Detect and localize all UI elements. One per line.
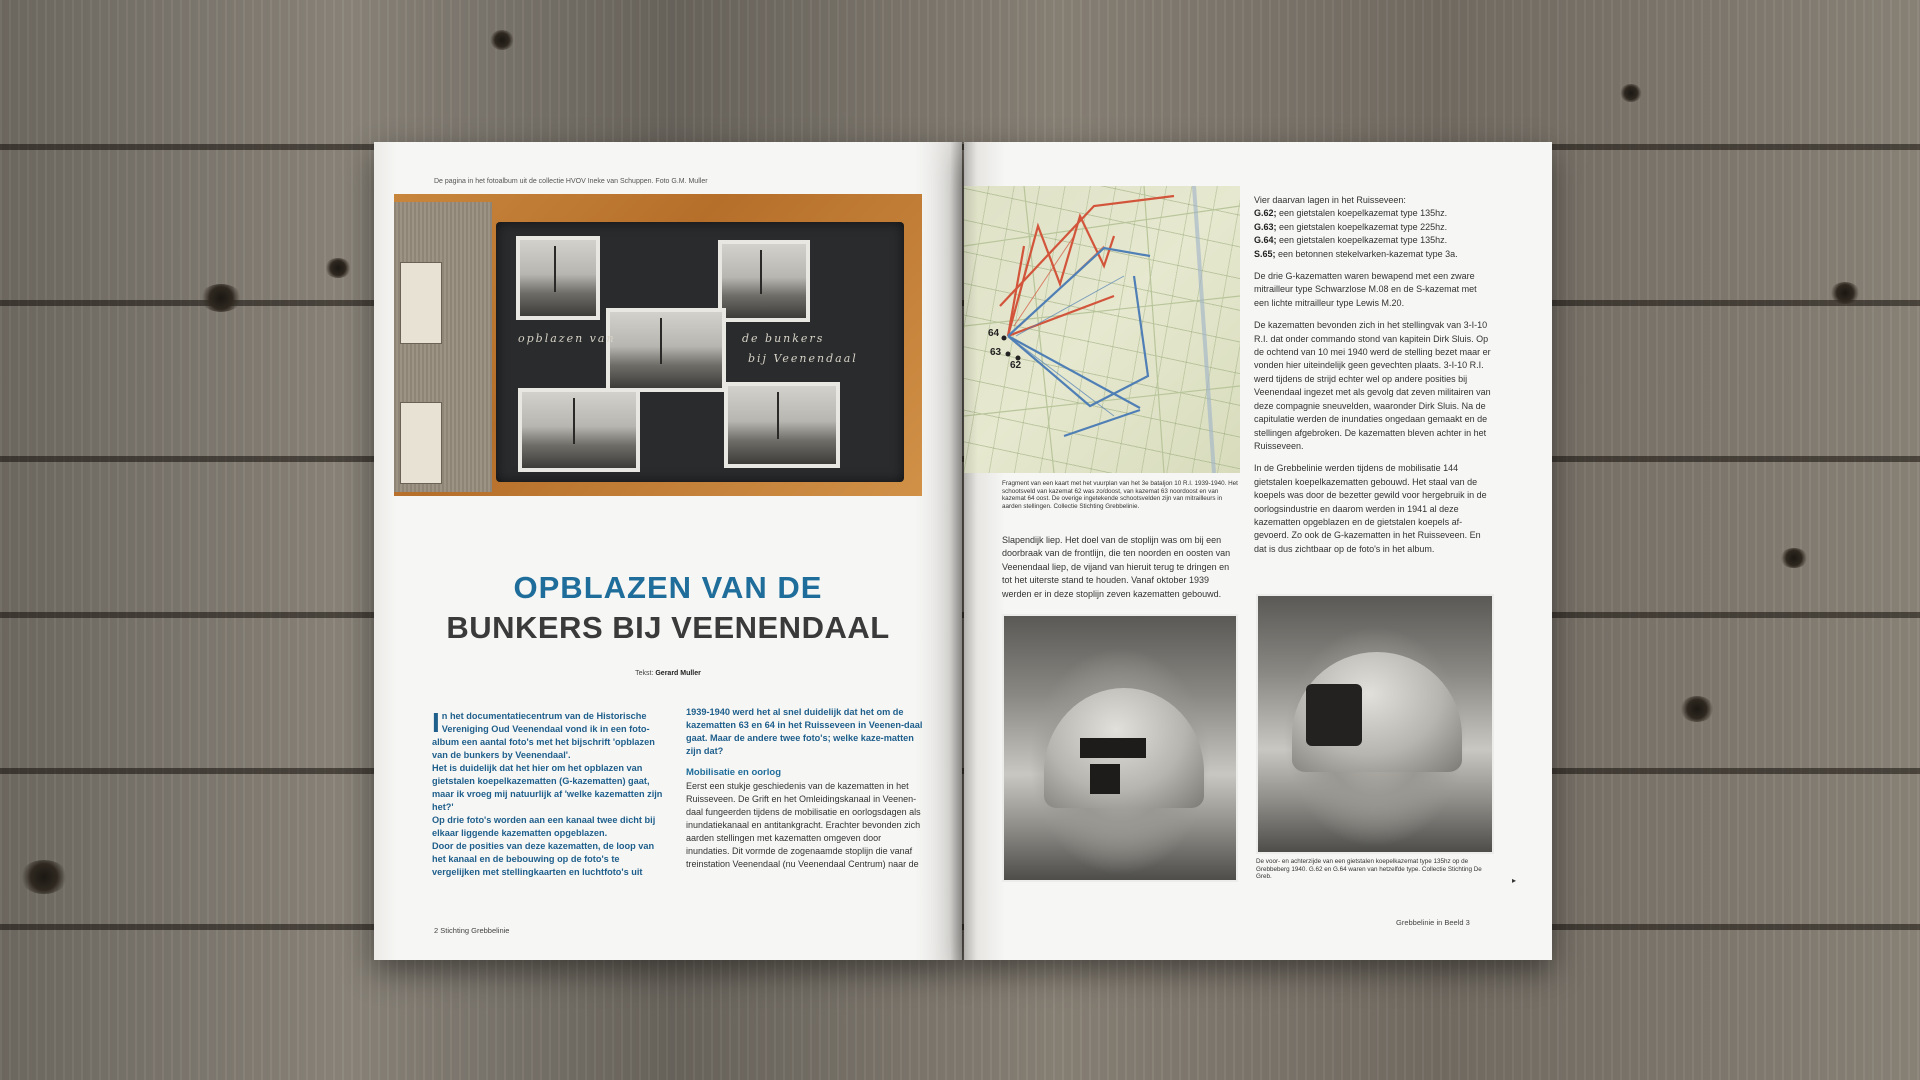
right-page-footer [1396, 918, 1470, 927]
wood-knot [490, 30, 514, 50]
album-photo [394, 194, 922, 496]
right-page [964, 142, 1552, 960]
article-title-line2: BUNKERS BIJ VEENENDAAL [446, 610, 890, 645]
wood-knot [325, 258, 351, 278]
list-item-g62: G.62; een gietstalen koepelkazemat type 135hz. [1254, 208, 1448, 219]
album-handwriting-2: de bunkers [742, 332, 825, 345]
intro-paragraph-3: Op drie foto's worden aan een kanaal twee dicht bij elkaar liggende kazematten opgeblazen. [432, 815, 656, 838]
album-handwriting-1: opblazen van [518, 332, 616, 345]
wood-knot [1680, 696, 1714, 722]
paragraph-stellingvak: De kazematten bevonden zich in het stellingvak van 3-I-10 R.I. dat onder commando stond van kapitein Dirk Sluis. Op de ochtend van 10 mei 1940 werd de stelling bezet maar er vonden hier uiteindelijk geen gevechten plaats. 3-I-10 R.I. werd tijdens de strijd echter wel op andere posities bij Veenendaal ingezet met als gevolg dat zeven militairen van deze compagnie sneuvelden, waaronder Dirk Sluis. Na de capitulatie werden de inundaties ongedaan gemaakt en de stellingen afgebroken. De kazematten bleven achter in het Ruisseveen. [1254, 320, 1491, 451]
paragraph-armament: De drie G-kazematten waren bewapend met een zware mitrailleur type Schwarzlose M.08 en de S-kazemat met een lichte mitrailleur type Lewis M.20. [1254, 271, 1477, 308]
wood-knot [20, 860, 68, 894]
paragraph-grebbelinie: In de Grebbelinie werden tijdens de mobilisatie 144 gietstalen koepelkazematten gebouwd. Het staal van de koepels was door de bezetter gewild voor hergebruik in de oorlogsindustrie en daarom werden in 1941 al deze kazematten opgeblazen en de gietstalen koepels af-gevoerd. Zo ook de G-kazematten in het Ruisseveen. En dat is dus zichtbaar op de foto's in het album. [1254, 463, 1487, 554]
map-label-64: 64 [988, 328, 1000, 339]
right-column-1-text: Slapendijk liep. Het doel van de stoplijn was om bij een doorbraak van de frontlijn, die ten noorden en oosten van Veenendaal liep, de vijand van hieruit terug te dringen en tot het uiterste stand te houden. Vanaf oktober 1939 werden er in deze stoplijn zeven kazematten gebouwd. [1002, 535, 1231, 599]
wood-knot [1620, 84, 1642, 102]
right-page-number: 3 [1465, 918, 1470, 927]
intro-column [432, 707, 668, 879]
magazine-spread [374, 142, 1552, 960]
spine [950, 142, 978, 960]
album-page [496, 222, 904, 482]
byline-label: Tekst: [635, 670, 654, 677]
album-photo-5 [724, 382, 840, 468]
album-photo-4 [518, 388, 640, 472]
fire-plan-map [964, 186, 1240, 473]
album-photo-1 [516, 236, 600, 320]
wood-knot [1780, 548, 1808, 568]
continue-arrow-icon: ▸ [1512, 876, 1517, 885]
album-handwriting-3: bij Veenendaal [748, 352, 858, 365]
album-cover [394, 202, 492, 492]
bunker-photo-rear [1256, 594, 1494, 854]
list-item-s65: S.65; een betonnen stekelvarken-kazemat type 3a. [1254, 248, 1458, 259]
byline-author: Gerard Muller [655, 670, 701, 677]
right-page-footer-label: Grebbelinie in Beeld [1396, 918, 1464, 927]
map-label-63: 63 [990, 347, 1002, 358]
map-caption: Fragment van een kaart met het vuurplan van het 3e bataljon 10 R.I. 1939-1940. Het schootsveld van kazemat 62 was zo/doost, van kazemat 63 noordoost en van kazemat 64 oost. De overige ingetekende schootsvelden zijn van mitrailleurs in aarden stellingen. Collectie Stichting Grebbelinie. [1002, 480, 1238, 510]
list-item-g64: G.64; een gietstalen koepelkazemat type 135hz. [1254, 235, 1448, 246]
second-column-intro: 1939-1940 werd het al snel duidelijk dat het om de kazematten 63 en 64 in het Ruisseveen in Veenen-daal gaat. Maar de andere twee foto's; welke kaze-matten zijn dat? [686, 707, 923, 756]
intro-paragraph-1: n het documentatiecentrum van de Historische Vereniging Oud Veenendaal vond ik in een foto-album een aantal foto's met het bijschrift 'opblazen van de bunkers by Veenendaal'. [432, 711, 655, 760]
bunker-photo-front [1002, 614, 1238, 882]
list-intro: Vier daarvan lagen in het Ruisseveen: [1254, 195, 1406, 205]
intro-paragraph-4: Door de posities van deze kazematten, de loop van het kanaal en de bebouwing op de foto's te vergelijken met stellingkaarten en luchtfoto's uit [432, 841, 655, 877]
article-title-line1: OPBLAZEN VAN DE [513, 570, 823, 605]
photo-caption-top: De pagina in het fotoalbum uit de collectie HVOV Ineke van Schuppen. Foto G.M. Muller [434, 178, 708, 185]
byline [374, 670, 962, 677]
map-label-62: 62 [1010, 360, 1022, 371]
left-page-footer-label: Stichting Grebbelinie [440, 926, 510, 935]
intro-paragraph-2: Het is duidelijk dat het hier om het opblazen van gietstalen koepelkazematten (G-kazematten) gaat, maar ik vroeg mij natuurlijk af 'welke kazematten zijn het?' [432, 763, 663, 812]
subheading-mobilisatie: Mobilisatie en oorlog [686, 767, 782, 778]
drop-cap: I [432, 707, 440, 738]
left-page-number: 2 [434, 926, 439, 935]
left-page-footer [434, 926, 509, 935]
album-photo-3 [606, 308, 726, 392]
wood-knot [200, 284, 242, 312]
left-page [374, 142, 962, 960]
second-column [686, 706, 926, 871]
wood-knot [1830, 282, 1860, 304]
album-photo-2 [718, 240, 810, 322]
second-column-body: Eerst een stukje geschiedenis van de kazematten in het Ruisseveen. De Grift en het Omleidingskanaal in Veenen-daal fungeerden tijdens de mobilisatie en oorlogsdagen als inundatiekanaal en antitankgracht. Erachter bevonden zich aarden stellingen met kazematten omgeven door inundaties. Dit vormde de zogenaamde stoplijn die vanaf treinstation Veenendaal (nu Veenendaal Centrum) naar de [686, 781, 921, 869]
right-column-2-text [1254, 194, 1494, 565]
list-item-g63: G.63; een gietstalen koepelkazemat type 225hz. [1254, 221, 1448, 232]
bunker-photo-caption: De voor- en achterzijde van een gietstalen koepelkazemat type 135hz op de Grebbeberg 1940. G.62 en G.64 waren van hetzelfde type. Collectie Stichting De Greb. [1256, 858, 1482, 880]
